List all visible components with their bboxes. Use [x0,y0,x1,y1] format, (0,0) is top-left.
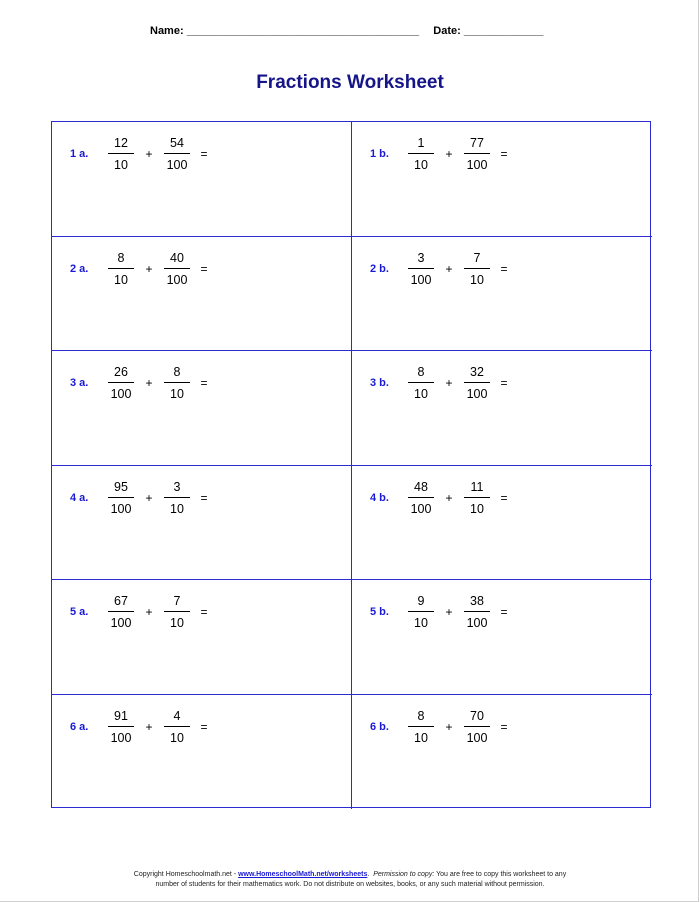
fraction-1 [402,365,440,401]
copyright-text: Copyright Homeschoolmath.net - [133,871,239,878]
fraction-2 [158,251,196,287]
problem-cell[interactable] [52,351,352,466]
fraction-2 [158,594,196,630]
equals-sign: = [200,605,208,619]
equals-sign: = [500,261,508,276]
numerator-2: 4 [173,708,181,723]
numerator-2: 8 [173,365,181,379]
fraction-1 [402,709,440,745]
equals-sign: = [200,376,208,390]
denominator-2: 100 [166,272,188,287]
numerator-1: 91 [114,708,128,723]
problem-label: 1 a. [70,148,89,160]
denominator-2: 10 [170,501,184,516]
permission-label: Permission to copy: [373,871,435,878]
fraction-2 [458,365,496,401]
fraction-1 [102,594,140,630]
problem-grid [51,121,651,808]
date-label: Date: [433,25,461,37]
denominator-2: 100 [466,387,488,401]
numerator-1: 26 [114,365,128,379]
numerator-2: 70 [470,708,484,723]
denominator-1: 100 [410,501,432,516]
equals-sign: = [200,147,208,161]
fraction-problem [370,136,512,172]
numerator-2: 77 [470,136,484,150]
problem-label: 5 a. [70,606,89,618]
denominator-2: 100 [466,158,488,172]
problem-cell[interactable] [52,466,352,581]
fraction-2 [458,136,496,172]
numerator-2: 38 [470,594,484,608]
numerator-1: 1 [417,136,425,150]
footer [0,870,700,890]
fraction-2 [458,251,496,287]
plus-sign: + [445,719,453,734]
denominator-2: 10 [170,387,184,401]
fraction-problem [370,251,512,287]
problem-cell[interactable] [52,695,352,810]
denominator-1: 100 [110,730,132,745]
numerator-2: 3 [173,479,181,494]
name-blank: ______________________________________ [186,25,420,37]
denominator-1: 10 [114,158,128,172]
fraction-problem [70,365,212,401]
plus-sign: + [445,147,453,161]
denominator-1: 100 [410,272,432,287]
problem-cell[interactable] [352,237,652,352]
problem-cell[interactable] [352,580,652,695]
equals-sign: = [500,490,508,505]
permission-text: You are free to copy this worksheet to any [434,871,567,878]
plus-sign: + [445,376,453,390]
equals-sign: = [200,261,208,276]
worksheets-link[interactable]: www.HomeschoolMath.net/worksheets [238,871,368,878]
problem-label: 2 a. [70,262,89,275]
plus-sign: + [145,719,153,734]
fraction-problem [70,709,212,745]
fraction-problem [370,480,512,516]
problem-label: 3 a. [70,377,89,389]
problem-label: 4 b. [370,491,389,504]
fraction-problem [70,594,212,630]
denominator-1: 10 [414,616,428,630]
fraction-problem [370,365,512,401]
plus-sign: + [445,261,453,276]
denominator-1: 100 [110,501,132,516]
denominator-1: 100 [110,616,132,630]
fraction-2 [158,365,196,401]
name-date-header [150,25,543,37]
numerator-1: 12 [114,136,128,150]
denominator-2: 10 [470,501,484,516]
fraction-1 [402,594,440,630]
fraction-1 [102,709,140,745]
fraction-1 [402,480,440,516]
fraction-1 [402,251,440,287]
numerator-1: 67 [114,594,128,608]
denominator-2: 100 [466,730,488,745]
fraction-1 [102,251,140,287]
equals-sign: = [200,719,208,734]
plus-sign: + [145,261,153,276]
fraction-problem [70,136,212,172]
fraction-problem [70,251,212,287]
plus-sign: + [445,605,453,619]
problem-label: 5 b. [370,606,389,618]
numerator-1: 48 [414,479,428,494]
plus-sign: + [145,490,153,505]
footer-dot: . [367,871,370,878]
footer-line-2: number of students for their mathematics work. Do not distribute on websites, books, or any such material without permission. [155,881,545,888]
fraction-2 [458,480,496,516]
fraction-2 [158,480,196,516]
problem-cell[interactable] [52,122,352,237]
numerator-2: 40 [170,250,184,265]
fraction-1 [402,136,440,172]
denominator-2: 10 [170,730,184,745]
equals-sign: = [500,376,508,390]
denominator-1: 100 [110,387,132,401]
fraction-1 [102,365,140,401]
problem-label: 2 b. [370,262,389,275]
numerator-1: 8 [417,708,425,723]
problem-label: 4 a. [70,491,89,504]
equals-sign: = [500,719,508,734]
fraction-1 [102,136,140,172]
denominator-2: 10 [470,272,484,287]
denominator-2: 10 [170,616,184,630]
fraction-2 [458,709,496,745]
denominator-1: 10 [114,272,128,287]
problem-cell[interactable] [352,466,652,581]
numerator-2: 7 [173,594,181,608]
problem-cell[interactable] [52,237,352,352]
plus-sign: + [145,147,153,161]
denominator-1: 10 [414,387,428,401]
denominator-1: 10 [414,730,428,745]
numerator-1: 9 [417,594,425,608]
numerator-2: 54 [170,136,184,150]
plus-sign: + [445,490,453,505]
denominator-1: 10 [414,158,428,172]
fraction-problem [370,594,512,630]
numerator-2: 7 [473,250,481,265]
problem-label: 6 a. [70,720,89,733]
problem-cell[interactable] [352,122,652,237]
numerator-2: 11 [470,479,484,494]
problem-label: 6 b. [370,720,389,733]
numerator-1: 95 [114,479,128,494]
problem-label: 1 b. [370,148,389,160]
equals-sign: = [500,147,508,161]
numerator-1: 8 [117,250,125,265]
denominator-2: 100 [166,158,188,172]
plus-sign: + [145,605,153,619]
numerator-1: 8 [417,365,425,379]
date-blank: _____________ [463,25,544,37]
fraction-problem [70,480,212,516]
plus-sign: + [145,376,153,390]
problem-cell[interactable] [352,351,652,466]
fraction-1 [102,480,140,516]
numerator-2: 32 [470,365,484,379]
fraction-2 [458,594,496,630]
numerator-1: 3 [417,250,425,265]
equals-sign: = [500,605,508,619]
fraction-problem [370,709,512,745]
fraction-2 [158,709,196,745]
name-label: Name: [150,25,184,37]
problem-label: 3 b. [370,377,389,389]
fraction-2 [158,136,196,172]
equals-sign: = [200,490,208,505]
problem-cell[interactable] [352,695,652,810]
problem-cell[interactable] [52,580,352,695]
worksheet-title: Fractions Worksheet [256,72,444,93]
denominator-2: 100 [466,616,488,630]
